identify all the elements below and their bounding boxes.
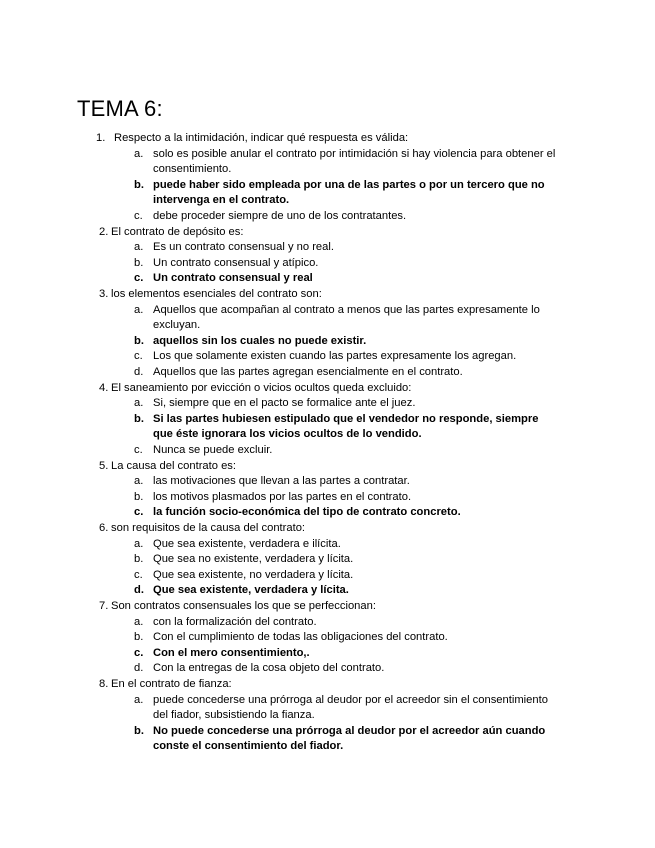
- page-title: TEMA 6:: [77, 96, 163, 121]
- question-text: son requisitos de la causa del contrato:: [111, 522, 306, 534]
- option-text: la función socio-económica del tipo de contrato concreto.: [153, 506, 461, 519]
- option-letter: c.: [134, 210, 143, 222]
- option-text: del fiador, subsistiendo la fianza.: [153, 709, 315, 722]
- option-text: aquellos sin los cuales no puede existir.: [153, 334, 367, 347]
- option-text: Que sea existente, no verdadera y lícita.: [153, 568, 354, 581]
- option-letter: d.: [134, 662, 144, 675]
- option-letter: a.: [134, 147, 144, 160]
- question-text: El contrato de depósito es:: [111, 225, 244, 238]
- option-letter: c.: [134, 350, 143, 363]
- question-text: La causa del contrato es:: [111, 459, 237, 472]
- option-letter: b.: [134, 256, 144, 269]
- option-letter: a.: [134, 397, 144, 410]
- option-letter: a.: [134, 693, 144, 706]
- option-text: Nunca se puede excluir.: [153, 444, 273, 456]
- option-text: Que sea existente, verdadera e ilícita.: [153, 537, 341, 550]
- option-text: Con la entregas de la cosa objeto del contrato.: [153, 662, 385, 675]
- option-text: conste el consentimiento del fiador.: [153, 740, 344, 753]
- question-number: 1.: [96, 132, 106, 144]
- option-text: Aquellos que las partes agregan esencialmente en el contrato.: [153, 366, 463, 378]
- option-text: con la formalización del contrato.: [153, 615, 317, 628]
- option-text: Con el cumplimiento de todas las obligaciones del contrato.: [153, 631, 448, 644]
- question-number: 6.: [99, 522, 109, 534]
- option-text: excluyan.: [153, 319, 201, 332]
- option-letter: b.: [134, 178, 144, 191]
- option-letter: b.: [134, 631, 144, 644]
- question-number: 8.: [99, 678, 109, 690]
- option-letter: d.: [134, 366, 144, 378]
- option-letter: a.: [134, 537, 144, 550]
- option-text: No puede concederse una prórroga al deudor por el acreedor aún cuando: [153, 724, 546, 737]
- option-text: Que sea no existente, verdadera y lícita.: [153, 553, 354, 566]
- option-text: Que sea existente, verdadera y lícita.: [153, 584, 349, 597]
- option-text: Si las partes hubiesen estipulado que el vendedor no responde, siempre: [153, 412, 539, 425]
- option-letter: a.: [134, 241, 144, 254]
- option-letter: b.: [134, 490, 144, 503]
- option-text: Un contrato consensual y real: [153, 272, 313, 285]
- option-letter: b.: [134, 412, 144, 425]
- option-text: Si, siempre que en el pacto se formalice ante el juez.: [153, 397, 416, 410]
- option-text: intervenga en el contrato.: [153, 194, 290, 207]
- option-letter: a.: [134, 615, 144, 628]
- option-text: Aquellos que acompañan al contrato a menos que las partes expresamente lo: [153, 303, 540, 316]
- question-text: Son contratos consensuales los que se perfeccionan:: [111, 600, 376, 612]
- option-letter: a.: [134, 303, 144, 316]
- option-letter: c.: [134, 272, 144, 285]
- option-text: que éste ignorara los vicios ocultos de lo vendido.: [153, 428, 422, 441]
- option-letter: b.: [134, 724, 144, 737]
- option-text: puede concederse una prórroga al deudor por el acreedor sin el consentimiento: [153, 693, 548, 706]
- question-number: 7.: [99, 600, 109, 612]
- question-text: El saneamiento por evicción o vicios ocultos queda excluido:: [111, 381, 412, 394]
- option-text: Con el mero consentimiento,.: [153, 646, 310, 659]
- option-letter: b.: [134, 334, 144, 347]
- option-letter: b.: [134, 553, 144, 566]
- question-number: 4.: [99, 381, 109, 394]
- option-letter: c.: [134, 646, 144, 659]
- option-letter: c.: [134, 568, 143, 581]
- option-text: consentimiento.: [153, 163, 232, 176]
- question-text: los elementos esenciales del contrato son:: [111, 288, 322, 300]
- option-text: Es un contrato consensual y no real.: [153, 241, 334, 254]
- option-text: puede haber sido empleada por una de las partes o por un tercero que no: [153, 178, 545, 191]
- option-letter: a.: [134, 475, 144, 488]
- option-text: Los que solamente existen cuando las partes expresamente los agregan.: [153, 350, 517, 363]
- option-letter: d.: [134, 584, 144, 597]
- option-letter: c.: [134, 444, 143, 456]
- question-number: 5.: [99, 459, 109, 472]
- option-text: debe proceder siempre de uno de los contratantes.: [153, 210, 407, 222]
- question-number: 3.: [99, 288, 109, 300]
- option-text: los motivos plasmados por las partes en el contrato.: [153, 490, 412, 503]
- option-text: Un contrato consensual y atípico.: [153, 256, 319, 269]
- option-text: solo es posible anular el contrato por intimidación si hay violencia para obtener el: [153, 147, 556, 160]
- option-letter: c.: [134, 506, 144, 519]
- question-text: Respecto a la intimidación, indicar qué respuesta es válida:: [114, 132, 409, 144]
- question-text: En el contrato de fianza:: [111, 678, 232, 690]
- question-number: 2.: [99, 225, 109, 238]
- option-text: las motivaciones que llevan a las partes a contratar.: [153, 475, 410, 488]
